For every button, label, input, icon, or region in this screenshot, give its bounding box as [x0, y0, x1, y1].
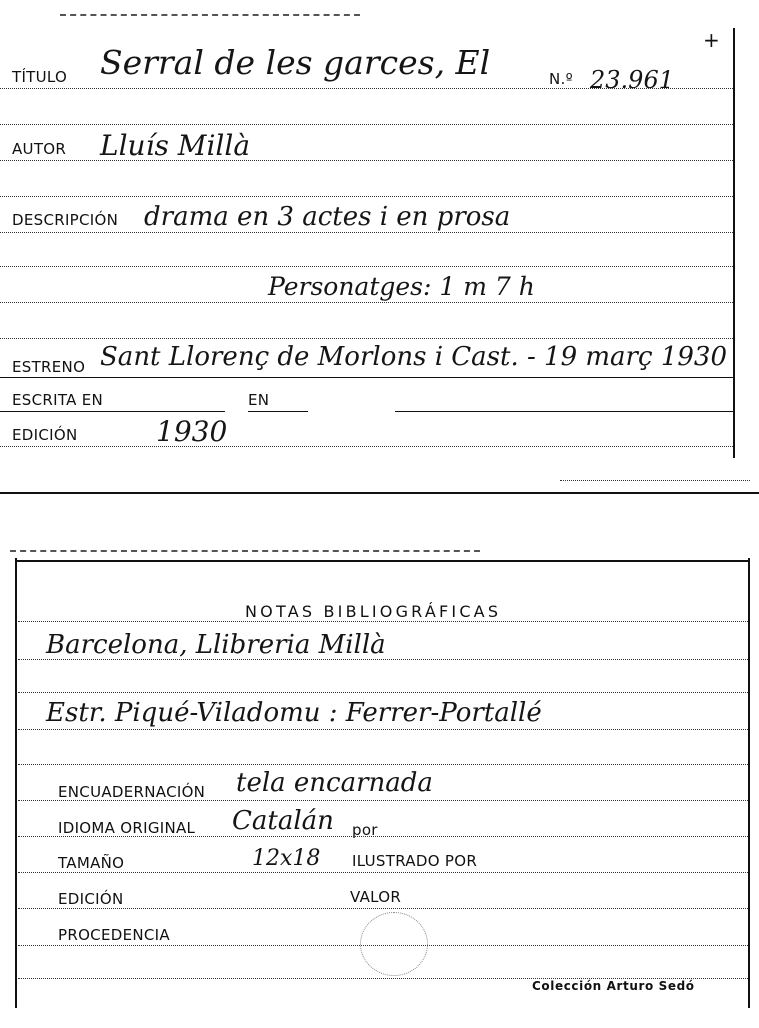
titulo-label: TÍTULO	[12, 68, 68, 86]
card-right-border	[748, 558, 750, 1008]
numero-label: N.º	[549, 70, 573, 88]
rule	[248, 411, 308, 412]
card-bottom-edge	[0, 492, 759, 494]
escrita-label: ESCRITA EN	[12, 391, 104, 409]
rule	[0, 88, 733, 89]
descripcion-value: drama en 3 actes i en prosa	[144, 202, 511, 232]
tamano-label: TAMAÑO	[58, 854, 125, 872]
estreno-value: Sant Llorenç de Morlons i Cast. - 19 març 1930	[100, 342, 727, 372]
rule	[18, 836, 748, 837]
autor-label: AUTOR	[12, 140, 67, 158]
por-label: por	[352, 821, 378, 839]
encuadernacion-value: tela encarnada	[236, 768, 433, 798]
autor-value: Lluís Millà	[100, 129, 251, 162]
stamp-mark	[360, 912, 428, 976]
rule	[18, 800, 748, 801]
idioma-value: Catalán	[232, 806, 334, 836]
notas-heading: NOTAS BIBLIOGRÁFICAS	[245, 602, 502, 621]
numero-value: 23.961	[590, 66, 674, 94]
idioma-label: IDIOMA ORIGINAL	[58, 819, 196, 837]
edicion-label: EDICIÓN	[12, 426, 78, 444]
plus-mark: +	[703, 28, 721, 52]
rule	[0, 266, 733, 267]
edicion2-label: EDICIÓN	[58, 890, 124, 908]
card-left-border	[15, 558, 17, 1008]
en-label: EN	[248, 391, 270, 409]
encuadernacion-label: ENCUADERNACIÓN	[58, 783, 206, 801]
rule	[0, 338, 733, 339]
catalog-card-1	[0, 0, 759, 495]
card-top-edge	[10, 550, 480, 558]
note-line-2: Estr. Piqué-Viladomu : Ferrer-Portallé	[46, 698, 542, 728]
rule	[18, 764, 748, 765]
ilustrado-label: ILUSTRADO POR	[352, 852, 478, 870]
card-top-border	[15, 560, 749, 562]
tamano-value: 12x18	[252, 846, 321, 871]
rule	[0, 124, 733, 125]
titulo-value: Serral de les garces, El	[100, 43, 491, 82]
note-line-1: Barcelona, Llibreria Millà	[46, 630, 386, 660]
rule	[18, 692, 748, 693]
rule	[0, 232, 733, 233]
rule	[0, 411, 225, 412]
rule	[0, 160, 733, 161]
rule	[18, 908, 748, 909]
valor-label: VALOR	[350, 888, 402, 906]
rule	[395, 411, 733, 412]
rule	[0, 446, 733, 447]
rule	[560, 480, 750, 481]
rule	[0, 196, 733, 197]
rule	[0, 302, 733, 303]
descripcion-label: DESCRIPCIÓN	[12, 211, 119, 229]
card-right-border	[733, 28, 735, 458]
rule	[18, 729, 748, 730]
rule	[0, 377, 733, 378]
personajes-value: Personatges: 1 m 7 h	[268, 272, 535, 301]
estreno-label: ESTRENO	[12, 358, 86, 376]
rule	[18, 659, 748, 660]
rule	[18, 621, 748, 622]
edicion-value: 1930	[156, 415, 228, 448]
procedencia-label: PROCEDENCIA	[58, 926, 170, 944]
card-top-edge	[60, 14, 360, 22]
rule	[18, 872, 748, 873]
catalog-card-2	[0, 540, 759, 1028]
coleccion-text: Colección Arturo Sedó	[532, 979, 695, 993]
